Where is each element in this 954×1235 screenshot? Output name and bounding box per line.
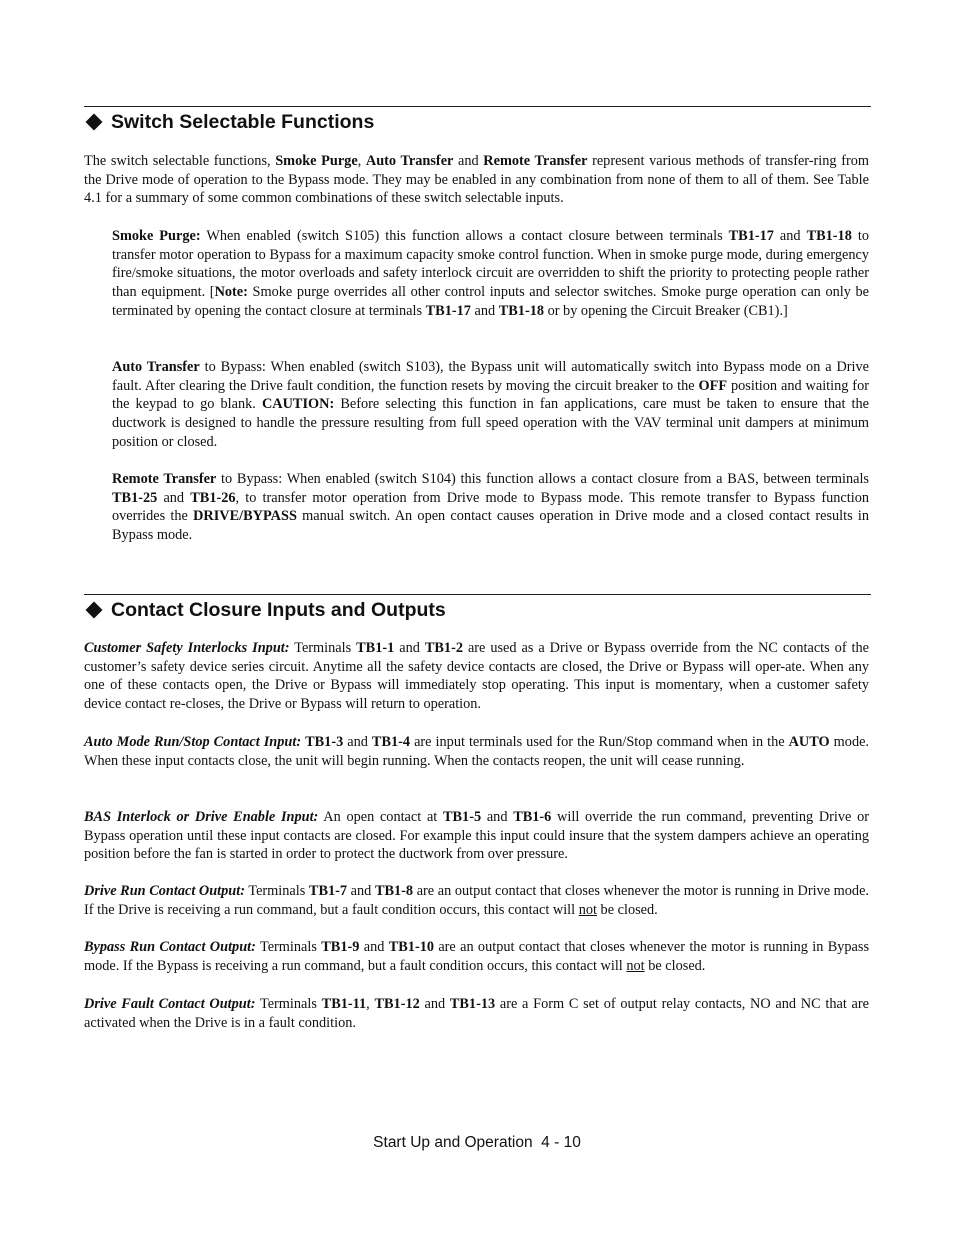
drive-fault-paragraph: Drive Fault Contact Output: Terminals TB1-11, TB1-12 and TB1-13 are a Form C set of output relay contacts, NO and NC that are activated when the Drive is in a fault condition.	[84, 996, 870, 1031]
bas-interlock-paragraph: BAS Interlock or Drive Enable Input: An open contact at TB1-5 and TB1-6 will override the run command, preventing Drive or Bypass operation until these input contacts are closed. For example this input could insure that the system dampers achieve an operating position before the fan is started in order to protect the ductwork from over pressure.	[84, 809, 870, 863]
auto-transfer-paragraph: Auto Transfer to Bypass: When enabled (switch S103), the Bypass unit will automatically switch into Bypass mode on a Drive fault. After clearing the Drive fault condition, the function resets by moving the circuit breaker to the OFF position and waiting for the keypad to go blank. CAUTION: Before selecting this function in fan applications, care must be taken to ensure that the ductwork is designed to handle the pressure resulting from full speed operation with the VAV terminal unit dampers at minimum position or closed.	[112, 359, 869, 450]
diamond-bullet-icon	[86, 114, 103, 131]
switch-functions-intro: The switch selectable functions, Smoke Purge, Auto Transfer and Remote Transfer represent various methods of transfer-ring from the Drive mode of operation to the Bypass mode. They may be enabled in any combination from none of them to all of them. See Table 4.1 for a summary of some common combinations of these switch selectable inputs.	[84, 153, 869, 207]
remote-transfer-paragraph: Remote Transfer to Bypass: When enabled (switch S104) this function allows a contact closure from a BAS, between terminals TB1-25 and TB1-26, to transfer motor operation from Drive mode to Bypass mode. This remote transfer to Bypass function overrides the DRIVE/BYPASS manual switch. An open contact causes operation in Drive mode and a closed contact results in Bypass mode.	[112, 471, 869, 544]
auto-mode-paragraph: Auto Mode Run/Stop Contact Input: TB1-3 and TB1-4 are input terminals used for the Run/Stop command when in the AUTO mode. When these input contacts close, the unit will begin running. When the contacts reopen, the unit will cease running.	[84, 734, 870, 769]
section-divider	[84, 594, 871, 595]
drive-run-paragraph: Drive Run Contact Output: Terminals TB1-7 and TB1-8 are an output contact that closes whenever the motor is running in Drive mode. If the Drive is receiving a run command, but a fault condition occurs, this contact will not be closed.	[84, 883, 869, 918]
page-footer: Start Up and Operation 4 - 10	[373, 1134, 581, 1151]
smoke-purge-paragraph: Smoke Purge: When enabled (switch S105) this function allows a contact closure between terminals TB1-17 and TB1-18 to transfer motor operation to Bypass for a maximum capacity smoke control function. When in smoke purge mode, during emergency fire/smoke situations, the motor overloads and safety interlock circuit are overridden to shift the priority to protecting people rather than equipment. [Note: Smoke purge overrides all other control inputs and selector switches. Smoke purge operation can only be terminated by opening the contact closure at terminals TB1-17 and TB1-18 or by opening the Circuit Breaker (CB1).]	[112, 228, 870, 319]
safety-interlocks-paragraph: Customer Safety Interlocks Input: Terminals TB1-1 and TB1-2 are used as a Drive or Bypass override from the NC contacts of the customer’s safety device series circuit. Anytime all the safety device contacts are closed, the Drive or Bypass will oper-ate. When any one of these contacts open, the Drive or Bypass will immediately stop operating. This input is momentary, when a customer safety device contact re-closes, the Drive or Bypass will return to operation.	[84, 640, 870, 713]
section-divider	[84, 106, 871, 107]
diamond-bullet-icon	[86, 602, 103, 619]
bypass-run-paragraph: Bypass Run Contact Output: Terminals TB1-9 and TB1-10 are an output contact that closes whenever the motor is running in Bypass mode. If the Bypass is receiving a run command, but a fault condition occurs, this contact will not be closed.	[84, 939, 870, 974]
section-heading-contact-closure: Contact Closure Inputs and Outputs	[84, 598, 446, 622]
section-heading-switch-selectable: Switch Selectable Functions	[84, 110, 374, 134]
